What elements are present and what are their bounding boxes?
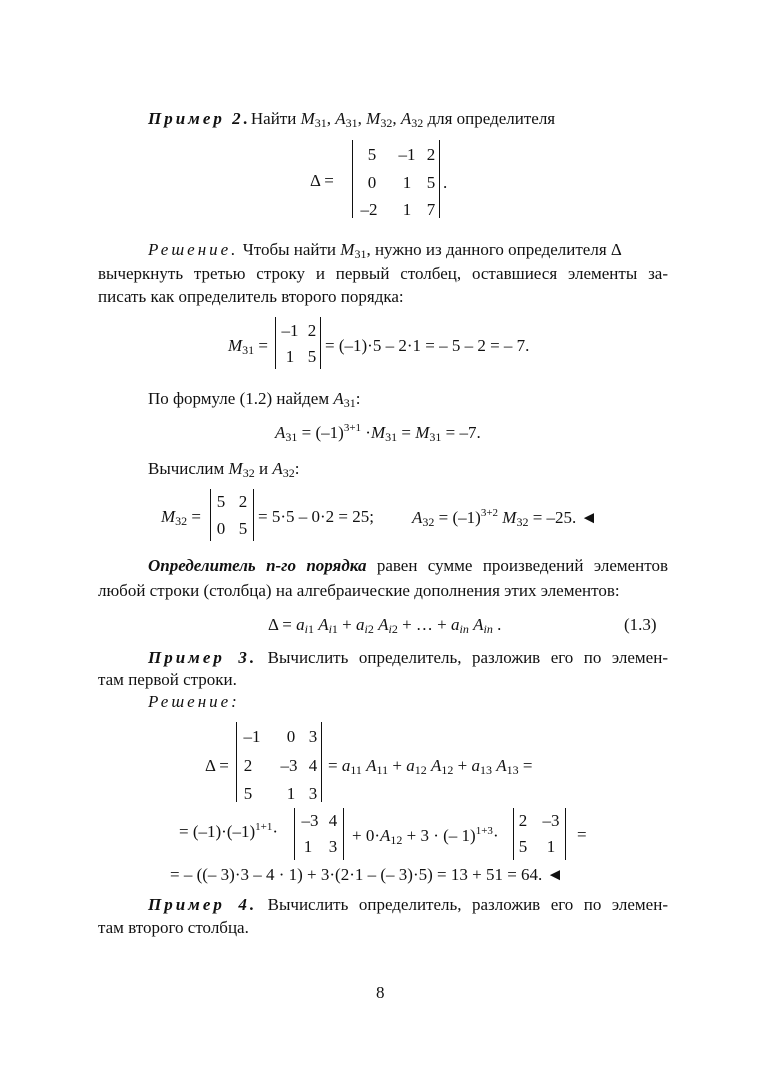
compute-32-line: Вычислим $M_{32}$ и $A_{32}$: (148, 459, 300, 480)
definition-line1: Определитель n-го порядка равен сумме произведений элементов (148, 556, 668, 575)
final-result-line: = – ((– 3)·3 – 4 · 1) + 3·(2·1 – (– 3)·5) = 13 + 51 = 64. ◄ (170, 865, 564, 884)
cofactor-a32-equation: $A_{32} = (-1)^{3+2}$ $M_{32} = -25$. ◄ (412, 507, 598, 529)
example-3-line2: там первой строки. (98, 670, 237, 689)
example-3-label: Пример 3. (148, 648, 258, 667)
definition-line2: любой строки (столбца) на алгебраические дополнения этих элементов: (98, 581, 620, 600)
solution-3-label: Решение: (148, 692, 240, 711)
example-4-label: Пример 4. (148, 895, 258, 914)
example-4-line1: Пример 4. Вычислить определитель, разложив его по элемен- (148, 895, 668, 914)
solution-label: Решение. (148, 240, 239, 259)
example-2-label: Пример 2. (148, 109, 251, 128)
cofactor-a31-equation: $A_{31} = (-1)^{3+1} \cdot M_{31} = M_{31} = -7$. (275, 422, 481, 444)
example-3-line1: Пример 3. Вычислить определитель, разложив его по элемен- (148, 648, 668, 667)
formula-number: (1.3) (624, 615, 657, 634)
formula-1-3: $\Delta = a_{i1}$ $A_{i1} + a_{i2}$ $A_{i2}$ + … + $a_{in}$ $A_{in}$ . (268, 615, 502, 636)
example-2-line: Пример 2.Найти $M_{31}$, $A_{31}$, $M_{32}$, $A_{32}$ для определителя (148, 109, 556, 130)
definition-term: Определитель n-го порядка (148, 556, 367, 575)
solution-1-line3: писать как определитель второго порядка: (98, 287, 404, 306)
example-4-line2: там второго столбца. (98, 918, 249, 937)
page-number: 8 (376, 983, 385, 1002)
formula-ref-line: По формуле (1.2) найдем $A_{31}$: (148, 389, 361, 410)
solution-1-line1: Решение. Чтобы найти $M_{31}$, нужно из данного определителя Δ (148, 240, 622, 261)
solution-1-line2: вычеркнуть третью строку и первый столбец, оставшиеся элементы за- (98, 264, 668, 283)
